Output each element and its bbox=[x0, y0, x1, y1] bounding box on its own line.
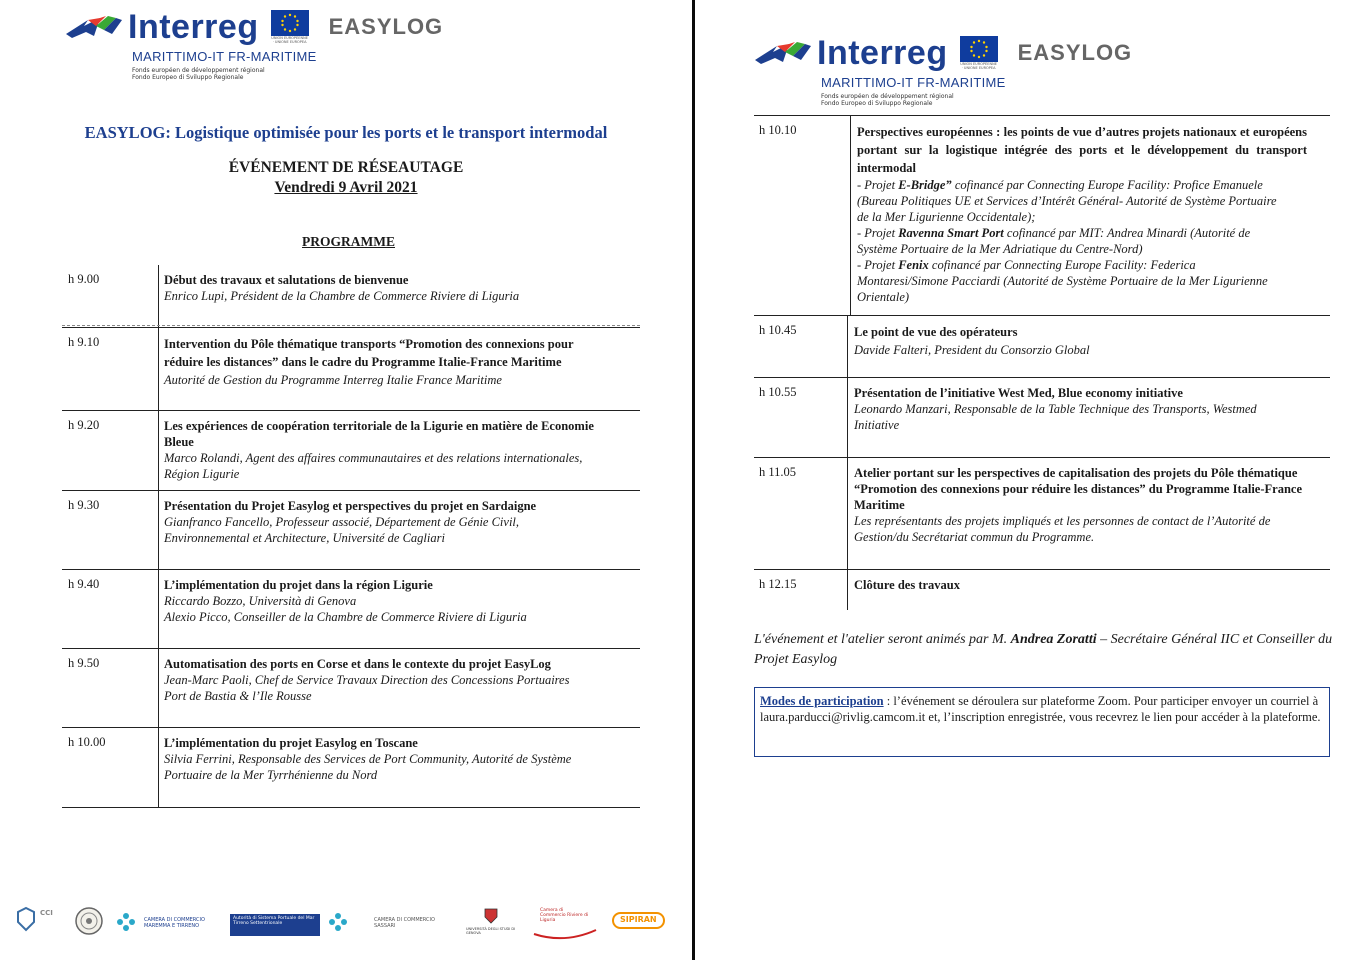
row-title: Clôture des travaux bbox=[854, 578, 961, 592]
eu-flag-icon bbox=[960, 36, 998, 62]
programme-heading: PROGRAMME bbox=[302, 234, 395, 249]
flower-icon bbox=[116, 912, 136, 932]
schedule-row bbox=[62, 570, 640, 649]
schedule-row bbox=[62, 411, 640, 491]
schedule-row bbox=[754, 316, 1330, 378]
easylog-wordmark: EASYLOG bbox=[1017, 40, 1133, 66]
event-title: ÉVÉNEMENT DE RÉSEAUTAGE bbox=[228, 159, 464, 176]
row-title: L’implémentation du projet dans la région Ligurie bbox=[164, 578, 433, 592]
schedule-row bbox=[62, 728, 640, 808]
schedule-row bbox=[754, 378, 1330, 458]
row-subtitle: Riccardo Bozzo, Università di Genova bbox=[164, 594, 357, 608]
row-time: h 9.50 bbox=[68, 656, 100, 670]
page-right bbox=[695, 0, 1369, 960]
header-right: Interreg UNION EUROPÉENNE · UNIONE EUROPEA EASYLOG MARITTIMO-IT FR-MARITIME Fonds européen de développement régional Fondo Europeo di Sviluppo Regionale bbox=[755, 36, 1132, 108]
schedule-row bbox=[62, 265, 640, 328]
eu-flag-icon bbox=[271, 10, 309, 36]
moderator-note: L'événement et l'atelier seront animés par M. Andrea Zoratti – Secrétaire Général IIC et Conseiller du Projet Easylog bbox=[754, 632, 1333, 667]
cci-logo: CCI bbox=[16, 906, 66, 935]
cc-riviere-logo: Camera di Commercio Riviere di Liguria bbox=[530, 906, 600, 943]
row-time: h 11.05 bbox=[759, 465, 797, 479]
row-subtitle: Davide Falteri, President du Consorzio Global bbox=[854, 343, 1090, 357]
crest-icon bbox=[484, 908, 498, 924]
row-title: Début des travaux et salutations de bienvenue bbox=[164, 273, 409, 287]
row-title: Perspectives européennes : les points de vue d’autres projets nationaux et européens portant sur la logistique intégrée des ports et le développement du transport intermodal bbox=[857, 125, 1307, 175]
row-title: Automatisation des ports en Corse et dans le contexte du projet EasyLog bbox=[164, 657, 551, 671]
row-time: h 10.45 bbox=[759, 323, 797, 337]
schedule-row bbox=[754, 115, 1330, 316]
row-time: h 9.30 bbox=[68, 498, 100, 512]
program-name: MARITTIMO-IT FR-MARITIME bbox=[821, 74, 1006, 90]
row-title: L’implémentation du projet Easylog en Toscane bbox=[164, 736, 418, 750]
row-title: Le point de vue des opérateurs bbox=[854, 325, 1018, 339]
row-time: h 9.40 bbox=[68, 577, 100, 591]
participation-label: Modes de participation bbox=[760, 694, 884, 708]
interreg-wordmark: Interreg bbox=[128, 8, 259, 47]
header-left: Interreg UNION EUROPÉENNE · UNIONE EUROPEA EASYLOG MARITTIMO-IT FR-MARITIME Fonds européen de développement régional Fondo Europeo di Sviluppo Regionale bbox=[66, 10, 443, 82]
participation-box bbox=[754, 687, 1330, 757]
row-time: h 10.55 bbox=[759, 385, 797, 399]
schedule-row bbox=[62, 649, 640, 728]
row-time: h 9.20 bbox=[68, 418, 100, 432]
project-item: - Projet Ravenna Smart Port cofinancé par MIT: Andrea Minardi (Autorité de Système Portuaire de la Mer Adriatique du Centre-Nord) bbox=[857, 226, 1251, 256]
row-title: Les expériences de coopération territoriale de la Ligurie en matière de Economie Bleue bbox=[164, 419, 594, 449]
program-name: MARITTIMO-IT FR-MARITIME bbox=[132, 48, 317, 64]
row-subtitle: Silvia Ferrini, Responsable des Services de Port Community, Autorité de Système Portuaire de la Mer Tyrrhénienne du Nord bbox=[164, 752, 572, 782]
row-subtitle: Gianfranco Fancello, Professeur associé, Département de Génie Civil, Environnemental et Architecture, Université de Cagliari bbox=[164, 515, 520, 545]
row-subtitle: Marco Rolandi, Agent des affaires communautaires et des relations internationales, Région Ligurie bbox=[164, 451, 583, 481]
schedule-row bbox=[754, 458, 1330, 570]
row-subtitle: Leonardo Manzari, Responsable de la Table Technique des Transports, Westmed Initiative bbox=[854, 402, 1257, 432]
row-time: h 9.00 bbox=[68, 272, 100, 286]
event-date: Vendredi 9 Avril 2021 bbox=[274, 179, 418, 196]
row-subtitle: Jean-Marc Paoli, Chef de Service Travaux Direction des Concessions Portuaires Port de Bastia & l’Ile Rousse bbox=[164, 673, 570, 703]
row-time: h 10.00 bbox=[68, 735, 106, 749]
row-title: Atelier portant sur les perspectives de capitalisation des projets du Pôle thématique “Promotion des connexions pour réduire les distances” du Programme Italie-France Maritime bbox=[854, 466, 1303, 512]
row-subtitle: Enrico Lupi, Président de la Chambre de Commerce Riviere di Liguria bbox=[164, 289, 520, 303]
port-authority-logo: Autorità di Sistema Portuale del Mar Tirreno Settentrionale bbox=[230, 914, 320, 936]
easylog-wordmark: EASYLOG bbox=[328, 14, 444, 40]
partner-logos: CCI CAMERA DI COMMERCIO MAREMMA E TIRRENO Autorità di Sistema Portuale del Mar Tirreno Settentrionale CAMERA DI COMMERCIO SASSARI UNIVERSITÀ DEGLI STUDI DI GENOVA Camera di Commercio Riviere di Liguria SIPIRAN bbox=[0, 906, 692, 946]
interreg-arrow-logo-icon bbox=[755, 40, 811, 66]
row-subtitle-2: Alexio Picco, Conseiller de la Chambre de Commerce Riviere di Liguria bbox=[164, 610, 527, 624]
participation-text: : l’événement se déroulera sur plateforme Zoom. Pour participer envoyer un courriel à laura.parducci@rivlig.camcom.it et, l’inscription enregistrée, vous recevrez le lien pour accéder à la plateforme. bbox=[760, 694, 1321, 724]
row-time: h 9.10 bbox=[68, 335, 100, 349]
row-time: h 10.10 bbox=[759, 123, 797, 137]
row-title: Présentation de l’initiative West Med, Blue economy initiative bbox=[854, 386, 1183, 400]
cci-shield-icon bbox=[16, 906, 36, 932]
row-subtitle: Les représentants des projets impliqués et les personnes de contact de l’Autorité de Gestion/du Secrétariat commun du Programme. bbox=[854, 514, 1271, 544]
dashed-separator bbox=[62, 325, 640, 326]
row-title: Présentation du Projet Easylog et perspectives du projet en Sardaigne bbox=[164, 499, 537, 513]
schedule-row bbox=[62, 328, 640, 411]
interreg-arrow-logo-icon bbox=[66, 14, 122, 40]
row-time: h 12.15 bbox=[759, 577, 797, 591]
project-item: - Projet Fenix cofinancé par Connecting Europe Facility: Federica Montaresi/Simone Pacciardi (Autorité de Système Portuaire de la Mer Ligurienne Orientale) bbox=[857, 258, 1268, 304]
row-title: Intervention du Pôle thématique transports “Promotion des connexions pour réduire les distances” dans le cadre du Programme Italie-France Maritime bbox=[164, 337, 574, 369]
schedule-row bbox=[62, 491, 640, 570]
sipiran-logo: SIPIRAN bbox=[612, 912, 682, 929]
flower-icon bbox=[328, 912, 348, 932]
interreg-wordmark: Interreg bbox=[817, 34, 948, 73]
row-subtitle: Autorité de Gestion du Programme Interreg Italie France Maritime bbox=[164, 373, 502, 387]
project-item: - Projet E-Bridge” cofinancé par Connecting Europe Facility: Profice Emanuele (Bureau Politiques UE et Services d’Intérêt Général- Autorité de Système Portuaire de la Mer Ligurienne Occidentale); bbox=[857, 178, 1277, 224]
main-title: EASYLOG: Logistique optimisée pour les ports et le transport intermodal bbox=[84, 123, 608, 142]
moderator-name: Andrea Zoratti bbox=[1010, 632, 1097, 647]
schedule-row bbox=[754, 570, 1330, 610]
university-seal-icon bbox=[74, 906, 104, 939]
